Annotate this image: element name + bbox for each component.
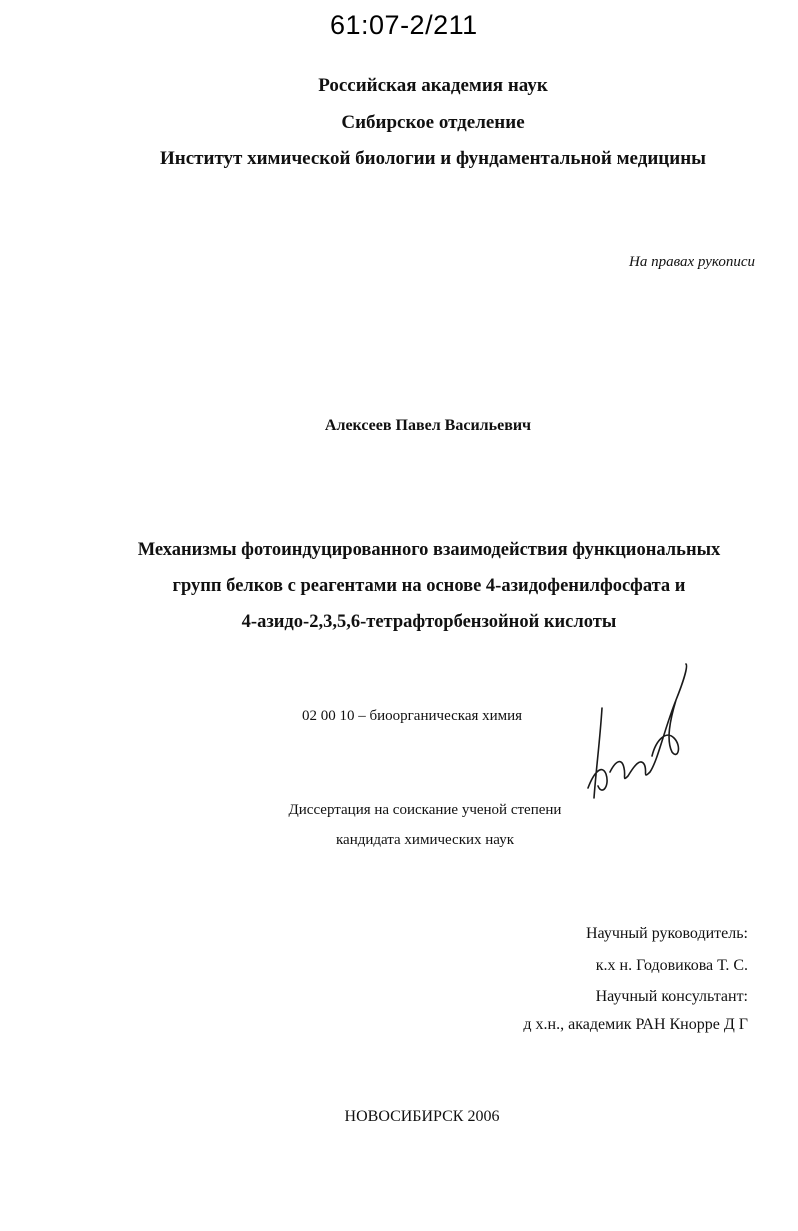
city-year: НОВОСИБИРСК 2006 [344,1108,500,1125]
specialty-code: 02 00 10 – биоорганическая химия [302,708,523,724]
organization-academy: Российская академия наук [318,75,548,96]
author-name: Алексеев Павел Васильевич [324,417,532,434]
advisor-label: Научный руководитель: [585,925,748,942]
advisor-name: к.х н. Годовикова Т. С. [595,957,748,974]
organization-institute: Институт химической биологии и фундаментальной медицины [160,148,706,169]
degree-statement: кандидата химических наук [335,832,514,848]
dissertation-title-line: 4-азидо-2,3,5,6-тетрафторбензойной кислоты [241,612,617,632]
handwritten-signature [580,660,695,805]
degree-statement: Диссертация на соискание ученой степени [288,802,562,818]
organization-branch: Сибирское отделение [341,112,525,133]
dissertation-title-line: групп белков с реагентами на основе 4-азидофенилфосфата и [172,576,686,596]
consultant-label: Научный консультант: [595,988,748,1005]
rights-note: На правах рукописи [629,254,755,270]
archive-code: 61:07-2/211 [330,10,478,40]
consultant-name: д х.н., академик РАН Кнорре Д Г [523,1016,748,1033]
dissertation-title-line: Механизмы фотоиндуцированного взаимодействия функциональных [137,540,721,560]
